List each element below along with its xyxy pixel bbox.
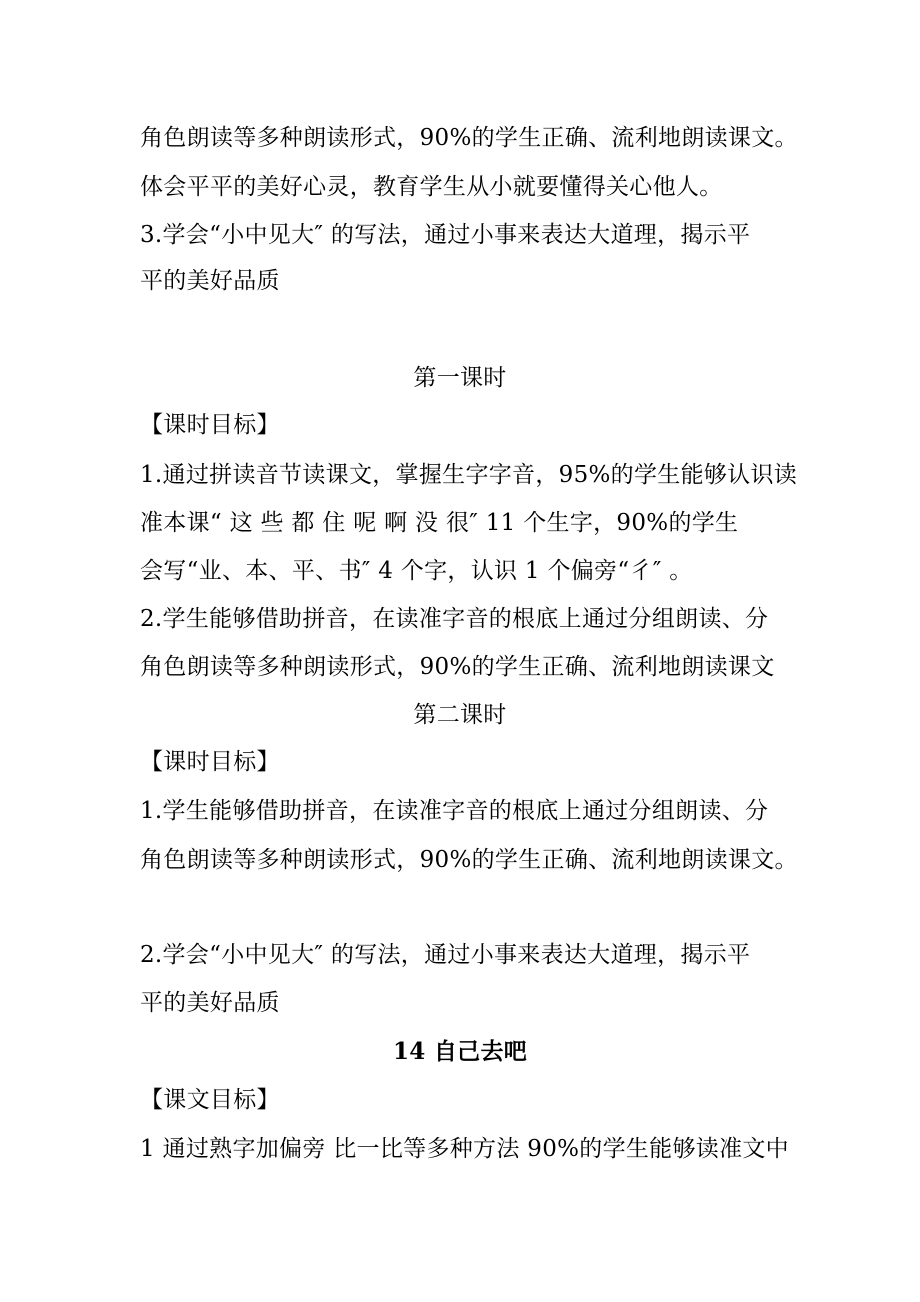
paragraph-line: 角色朗读等多种朗读形式，90%的学生正确、流利地朗读课文。 [140, 847, 798, 873]
lesson14-goal-label: 【课文目标】 [140, 1087, 280, 1113]
paragraph-line: 平的美好品质 [140, 268, 280, 294]
paragraph-line: 3.学会“小中见大″ 的写法，通过小事来表达大道理，揭示平 [140, 222, 751, 248]
paragraph-line: 1 通过熟字加偏旁 比一比等多种方法 90%的学生能够读准文中 [140, 1136, 789, 1162]
paragraph-line: 2.学会“小中见大″ 的写法，通过小事来表达大道理，揭示平 [140, 942, 751, 968]
paragraph-line: 1.通过拼读音节读课文，掌握生字字音，95%的学生能够认识读 [140, 462, 798, 488]
paragraph-line: 会写“业、本、平、书″ 4 个字，认识 1 个偏旁“彳″ 。 [140, 558, 693, 584]
paragraph-line: 2.学生能够借助拼音，在读准字音的根底上通过分组朗读、分 [140, 606, 769, 632]
paragraph-line: 平的美好品质 [140, 990, 280, 1016]
lesson2-heading: 第二课时 [413, 702, 507, 728]
paragraph-line: 1.学生能够借助拼音，在读准字音的根底上通过分组朗读、分 [140, 798, 769, 824]
paragraph-line: 角色朗读等多种朗读形式，90%的学生正确、流利地朗读课文 [140, 654, 775, 680]
lesson1-goal-label: 【课时目标】 [140, 412, 280, 438]
lesson2-goal-label: 【课时目标】 [140, 749, 280, 775]
paragraph-line: 准本课“ 这 些 都 住 呢 啊 没 很″ 11 个生字，90%的学生 [140, 510, 739, 536]
lesson1-heading: 第一课时 [413, 365, 507, 391]
paragraph-line: 体会平平的美好心灵，教育学生从小就要懂得关心他人。 [140, 174, 723, 200]
paragraph-line: 角色朗读等多种朗读形式，90%的学生正确、流利地朗读课文。 [140, 125, 798, 151]
lesson14-title: 14 自己去吧 [392, 1038, 528, 1065]
